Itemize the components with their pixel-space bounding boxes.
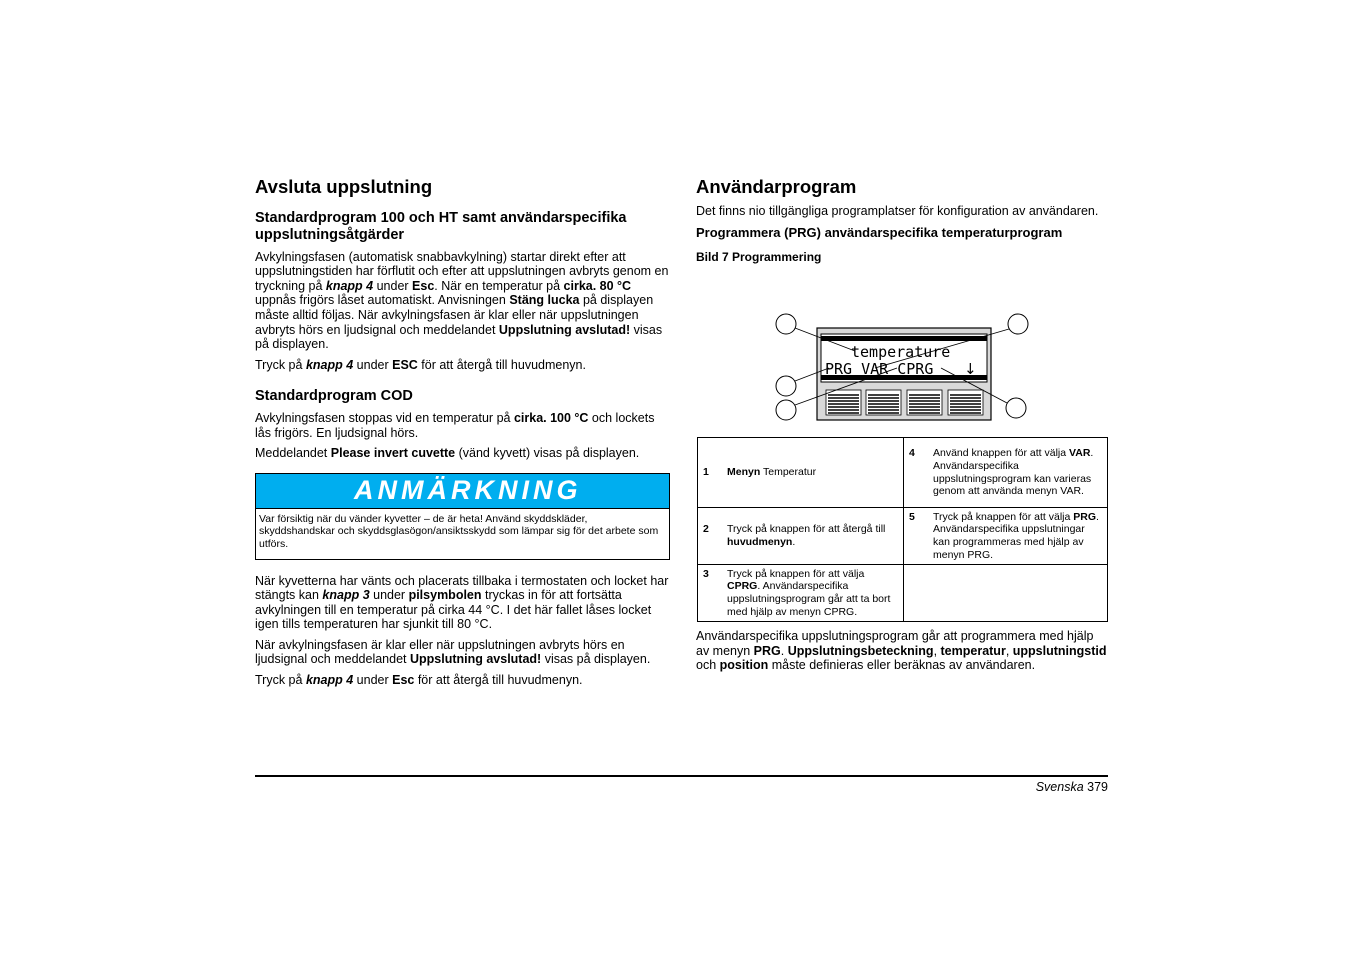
- paragraph-return-menu-1: Tryck på knapp 4 under ESC för att återgå till huvudmenyn.: [255, 357, 586, 372]
- lcd-line-2: PRG VAR CPRG: [825, 360, 934, 378]
- programming-display-figure: [773, 311, 1035, 425]
- legend-item-2: 2 Tryck på knappen för att återgå till huvudmenyn.: [703, 523, 886, 548]
- note-title: ANMÄRKNING: [256, 474, 669, 509]
- table-row: [698, 565, 1108, 622]
- callout-5-circle: [1006, 398, 1026, 418]
- legend-item-1: 1 Menyn Temperatur: [703, 466, 817, 479]
- legend-item-5: 5 Tryck på knappen för att välja PRG. Användarspecifika uppslutningar kan programmeras med hjälp av menyn PRG.: [909, 510, 1099, 561]
- soft-key-3: [907, 390, 942, 415]
- lcd-top-bar: [821, 336, 987, 341]
- figure-caption: Bild 7 Programmering: [696, 250, 822, 265]
- left-column: [255, 176, 670, 694]
- paragraph-invert-cuvette: Meddelandet Please invert cuvette (vänd kyvett) visas på displayen.: [255, 446, 640, 461]
- footer-rule: [255, 775, 1108, 777]
- lcd-line-1: temperature: [851, 343, 951, 361]
- soft-key-2: [866, 390, 901, 415]
- subsection-title-programmera: Programmera (PRG) användarspecifika temperaturprogram: [696, 224, 1063, 240]
- note-text: Var försiktig när du vänder kyvetter – de är heta! Använd skyddskläder, skyddshandskar och skyddsglasögon/ansiktsskydd som lämpar sig för det arbete som utförs.: [259, 512, 659, 550]
- callout-2-circle: [776, 376, 796, 396]
- legend-item-4: 4 Använd knappen för att välja VAR. Användarspecifika uppslutningsprogram kan varieras genom att använda menyn VAR.: [909, 447, 1094, 498]
- footer-language: Svenska: [1035, 780, 1084, 794]
- table-row: [698, 438, 1108, 508]
- callout-1-circle: [776, 314, 796, 334]
- soft-key-1: [826, 390, 861, 415]
- page-number: 379: [1087, 780, 1108, 794]
- note-box: [255, 473, 670, 560]
- legend-empty-cell: [904, 565, 1108, 622]
- paragraph-program-slots: Det finns nio tillgängliga programplatser för konfiguration av användaren.: [696, 204, 1099, 219]
- page-footer: [1036, 780, 1108, 794]
- paragraph-return-menu-2: Tryck på knapp 4 under Esc för att återgå till huvudmenyn.: [255, 673, 583, 688]
- soft-key-4: [948, 390, 983, 415]
- section-title-avsluta: Avsluta uppslutning: [255, 176, 433, 197]
- callout-4-circle: [1008, 314, 1028, 334]
- section-title-anvandarprogram: Användarprogram: [696, 176, 857, 197]
- right-column: [696, 176, 1108, 264]
- paragraph-user-programs: Användarspecifika uppslutningsprogram går att programmera med hjälp av menyn PRG. Uppslutningsbeteckning, temperatur, uppslutningstid och position måste definieras eller beräknas av användaren.: [696, 629, 1107, 673]
- callout-3-circle: [776, 400, 796, 420]
- paragraph-continue-cooling: När kyvetterna har vänts och placerats tillbaka i termostaten och locket har stängts kan knapp 3 under pilsymbolen tryckas in för att fortsätta avkylningen till en temperatur på cirka 44 °C. I det här fallet låses locket igen tills temperaturen har sjunkit till 80 °C.: [255, 573, 669, 632]
- subsection-title-cod: Standardprogram COD: [255, 388, 413, 405]
- subsection-title-standardprogram-100: Standardprogram 100 och HT samt användarspecifika uppslutningsåtgärder: [255, 210, 627, 243]
- paragraph-cod-cooling: Avkylningsfasen stoppas vid en temperatur på cirka. 100 °C och lockets lås frigörs. En ljudsignal hörs.: [255, 410, 655, 440]
- arrow-down-icon: ↓: [964, 360, 977, 378]
- table-row: [698, 508, 1108, 565]
- figure-legend-table: [697, 437, 1108, 622]
- paragraph-digestion-finished: När avkylningsfasen är klar eller när uppslutningen avbryts hörs en ljudsignal och meddelandet Uppslutning avslutad! visas på displayen.: [255, 637, 651, 667]
- paragraph-cooling-phase: Avkylningsfasen (automatisk snabbavkylning) startar direkt efter att uppslutningstiden har förflutit och efter att uppslutningen avbryts genom en tryckning på knapp 4 under Esc. När en temperatur på cirka. 80 °C uppnås frigörs låset automatiskt. Anvisningen Stäng lucka på displayen måste alltid följas. När avkylningsfasen är klar eller när uppslutningen avbryts hörs en ljudsignal och meddelandet Uppslutning avslutad! visas på displayen.: [255, 249, 669, 352]
- legend-item-3: 3 Tryck på knappen för att välja CPRG. Användarspecifika uppslutningsprogram går att ta bort med hjälp av menyn CPRG.: [703, 567, 891, 618]
